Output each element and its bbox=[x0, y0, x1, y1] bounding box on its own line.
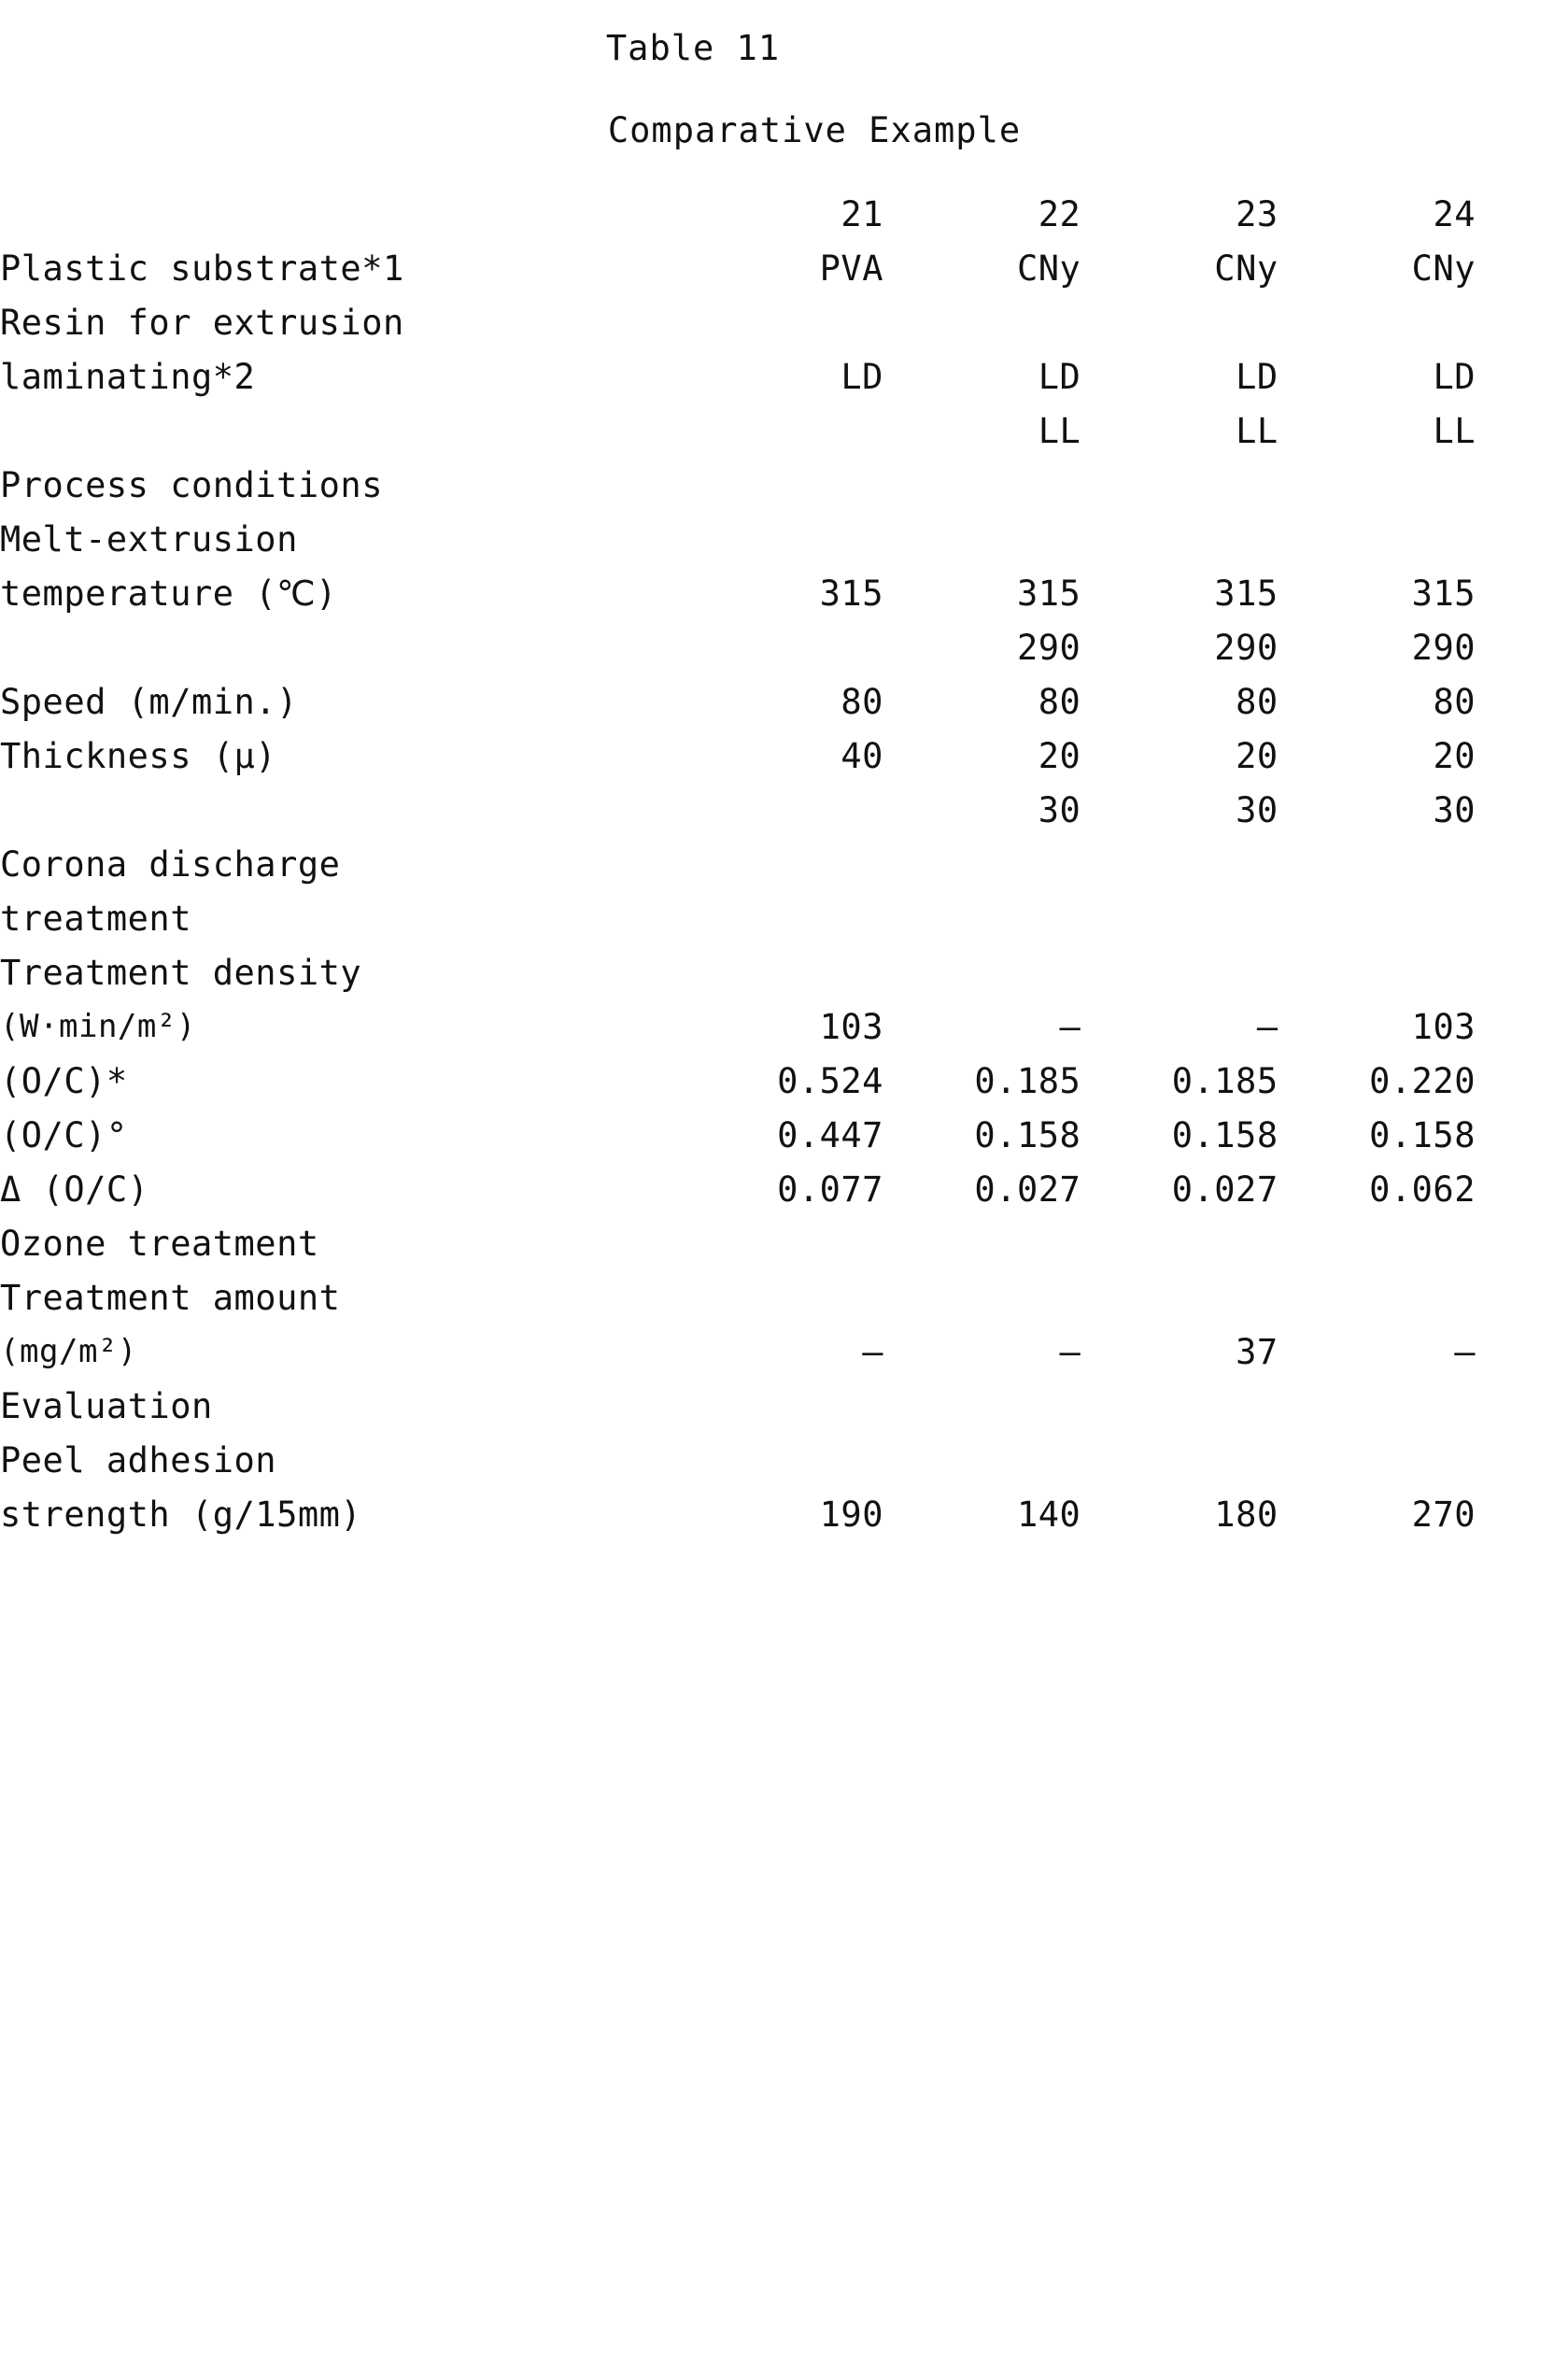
row-value: 30 bbox=[1236, 789, 1279, 830]
row-value bbox=[883, 1216, 1081, 1270]
row-value bbox=[1279, 1216, 1476, 1270]
row-value bbox=[1081, 295, 1278, 349]
table-row bbox=[0, 999, 1476, 1054]
row-label: Process conditions bbox=[0, 464, 383, 505]
row-value: 140 bbox=[1016, 1494, 1081, 1535]
row-value bbox=[883, 458, 1081, 512]
row-value bbox=[1279, 295, 1476, 349]
table-header-row bbox=[0, 187, 1476, 241]
row-value: – bbox=[1256, 1006, 1279, 1047]
row-value: 0.027 bbox=[1171, 1169, 1279, 1210]
row-value bbox=[1279, 945, 1476, 999]
row-value: LL bbox=[1038, 410, 1081, 451]
row-label bbox=[0, 783, 686, 837]
row-value: 0.062 bbox=[1369, 1169, 1476, 1210]
row-value bbox=[686, 783, 883, 837]
table-row bbox=[0, 1325, 1476, 1379]
table-row bbox=[0, 349, 1476, 404]
table-row bbox=[0, 620, 1476, 674]
table-row bbox=[0, 674, 1476, 729]
row-value: 30 bbox=[1038, 789, 1081, 830]
row-value bbox=[1279, 1270, 1476, 1325]
row-value bbox=[1279, 512, 1476, 566]
row-value: 20 bbox=[1038, 735, 1081, 776]
row-label: Peel adhesion bbox=[0, 1439, 277, 1480]
row-value: 315 bbox=[1214, 573, 1279, 614]
row-value: 103 bbox=[819, 1006, 883, 1047]
row-value bbox=[1081, 458, 1278, 512]
table-row bbox=[0, 1162, 1476, 1216]
row-label: Treatment amount bbox=[0, 1277, 341, 1318]
row-value bbox=[883, 1379, 1081, 1433]
row-label: Δ (O/C) bbox=[0, 1169, 149, 1210]
table-subheading bbox=[0, 110, 1554, 150]
row-value: 290 bbox=[1214, 627, 1279, 668]
row-value: 290 bbox=[1411, 627, 1476, 668]
row-value bbox=[883, 512, 1081, 566]
row-value: 190 bbox=[819, 1494, 883, 1535]
row-value: 37 bbox=[1236, 1331, 1279, 1372]
row-value: 0.158 bbox=[1171, 1114, 1279, 1155]
row-value: LD bbox=[1433, 356, 1476, 397]
row-value bbox=[686, 945, 883, 999]
row-value: 103 bbox=[1411, 1006, 1476, 1047]
row-value bbox=[883, 837, 1081, 891]
row-value bbox=[1279, 458, 1476, 512]
row-value: LD bbox=[1236, 356, 1279, 397]
row-value: LL bbox=[1236, 410, 1279, 451]
row-label: (O/C)° bbox=[0, 1114, 128, 1155]
row-label: Corona discharge bbox=[0, 843, 341, 885]
row-value bbox=[883, 1433, 1081, 1487]
table-row bbox=[0, 1216, 1476, 1270]
row-value bbox=[883, 295, 1081, 349]
table-title bbox=[0, 28, 1554, 68]
row-value: – bbox=[1454, 1331, 1476, 1372]
table-row bbox=[0, 945, 1476, 999]
row-label: laminating*2 bbox=[0, 356, 256, 397]
row-value bbox=[1081, 1216, 1278, 1270]
row-value bbox=[686, 620, 883, 674]
table-row bbox=[0, 1487, 1476, 1541]
row-value: CNy bbox=[1411, 248, 1476, 289]
row-value bbox=[686, 1379, 883, 1433]
row-value: CNy bbox=[1016, 248, 1081, 289]
row-label: (O/C)* bbox=[0, 1060, 128, 1101]
row-value bbox=[686, 1270, 883, 1325]
row-value bbox=[1081, 945, 1278, 999]
row-value: – bbox=[1059, 1006, 1081, 1047]
row-value bbox=[1081, 1379, 1278, 1433]
row-value: 30 bbox=[1433, 789, 1476, 830]
column-header-21: 21 bbox=[841, 193, 883, 234]
table-row bbox=[0, 1108, 1476, 1162]
table-title-text: Table 11 bbox=[605, 28, 781, 68]
row-value: 0.158 bbox=[974, 1114, 1081, 1155]
table-row bbox=[0, 1433, 1476, 1487]
row-label: Evaluation bbox=[0, 1385, 213, 1426]
row-value bbox=[686, 404, 883, 458]
table-row bbox=[0, 1054, 1476, 1108]
row-value bbox=[686, 891, 883, 945]
row-label: Resin for extrusion bbox=[0, 302, 404, 343]
row-value bbox=[686, 512, 883, 566]
row-value bbox=[883, 1270, 1081, 1325]
row-value: 180 bbox=[1214, 1494, 1279, 1535]
row-label: strength (g/15mm) bbox=[0, 1494, 362, 1535]
table-row bbox=[0, 241, 1476, 295]
row-value: 315 bbox=[1016, 573, 1081, 614]
row-value bbox=[686, 1216, 883, 1270]
row-value: 80 bbox=[1433, 681, 1476, 722]
table-row bbox=[0, 512, 1476, 566]
row-value: LD bbox=[1038, 356, 1081, 397]
row-value: LD bbox=[841, 356, 883, 397]
row-label bbox=[0, 620, 686, 674]
row-value bbox=[686, 837, 883, 891]
row-value: 0.220 bbox=[1369, 1060, 1476, 1101]
row-label: Plastic substrate*1 bbox=[0, 248, 404, 289]
row-label: (W·min/m²) bbox=[0, 1008, 196, 1045]
table-subheading-text: Comparative Example bbox=[607, 110, 1022, 150]
row-value bbox=[1279, 1379, 1476, 1433]
row-value bbox=[1279, 837, 1476, 891]
row-value: 0.027 bbox=[974, 1169, 1081, 1210]
row-label: treatment bbox=[0, 898, 191, 939]
row-value bbox=[1081, 891, 1278, 945]
row-value: 20 bbox=[1433, 735, 1476, 776]
row-value: 290 bbox=[1016, 627, 1081, 668]
table-row bbox=[0, 566, 1476, 620]
column-header-22: 22 bbox=[1038, 193, 1081, 234]
table-row bbox=[0, 458, 1476, 512]
row-value bbox=[1279, 891, 1476, 945]
row-value bbox=[686, 1433, 883, 1487]
table-row bbox=[0, 1270, 1476, 1325]
row-value: 270 bbox=[1411, 1494, 1476, 1535]
row-value: – bbox=[862, 1331, 883, 1372]
table-row bbox=[0, 404, 1476, 458]
row-label: (mg/m²) bbox=[0, 1333, 137, 1370]
row-label: Speed (m/min.) bbox=[0, 681, 298, 722]
table-row bbox=[0, 783, 1476, 837]
row-value bbox=[1279, 1433, 1476, 1487]
row-label: Ozone treatment bbox=[0, 1223, 319, 1264]
row-label: Treatment density bbox=[0, 952, 362, 993]
row-value bbox=[1081, 1433, 1278, 1487]
row-value bbox=[1081, 837, 1278, 891]
row-value: – bbox=[1059, 1331, 1081, 1372]
row-value: 20 bbox=[1236, 735, 1279, 776]
row-value: 80 bbox=[1038, 681, 1081, 722]
table-body bbox=[0, 187, 1476, 1541]
row-value: 0.185 bbox=[1171, 1060, 1279, 1101]
row-value: 0.185 bbox=[974, 1060, 1081, 1101]
table-row bbox=[0, 729, 1476, 783]
row-value bbox=[1081, 1270, 1278, 1325]
row-value bbox=[686, 458, 883, 512]
row-label: Thickness (μ) bbox=[0, 735, 277, 776]
table-row bbox=[0, 837, 1476, 891]
row-value: LL bbox=[1433, 410, 1476, 451]
row-value bbox=[883, 891, 1081, 945]
table-row bbox=[0, 891, 1476, 945]
row-value bbox=[1081, 512, 1278, 566]
row-value: 40 bbox=[841, 735, 883, 776]
row-value: 80 bbox=[1236, 681, 1279, 722]
column-header-23: 23 bbox=[1236, 193, 1279, 234]
row-value bbox=[883, 945, 1081, 999]
row-value: 80 bbox=[841, 681, 883, 722]
row-label bbox=[0, 404, 686, 458]
comparative-example-table bbox=[0, 187, 1476, 1541]
row-value bbox=[686, 295, 883, 349]
row-value: CNy bbox=[1214, 248, 1279, 289]
row-value: 0.158 bbox=[1369, 1114, 1476, 1155]
table-row bbox=[0, 295, 1476, 349]
row-value: 0.077 bbox=[777, 1169, 883, 1210]
header-row-label bbox=[0, 187, 686, 241]
row-label: temperature (℃) bbox=[0, 573, 337, 614]
table-row bbox=[0, 1379, 1476, 1433]
row-value: 0.524 bbox=[777, 1060, 883, 1101]
row-value: 315 bbox=[819, 573, 883, 614]
row-value: PVA bbox=[819, 248, 883, 289]
row-value: 315 bbox=[1411, 573, 1476, 614]
column-header-24: 24 bbox=[1433, 193, 1476, 234]
row-label: Melt-extrusion bbox=[0, 518, 298, 560]
row-value: 0.447 bbox=[777, 1114, 883, 1155]
